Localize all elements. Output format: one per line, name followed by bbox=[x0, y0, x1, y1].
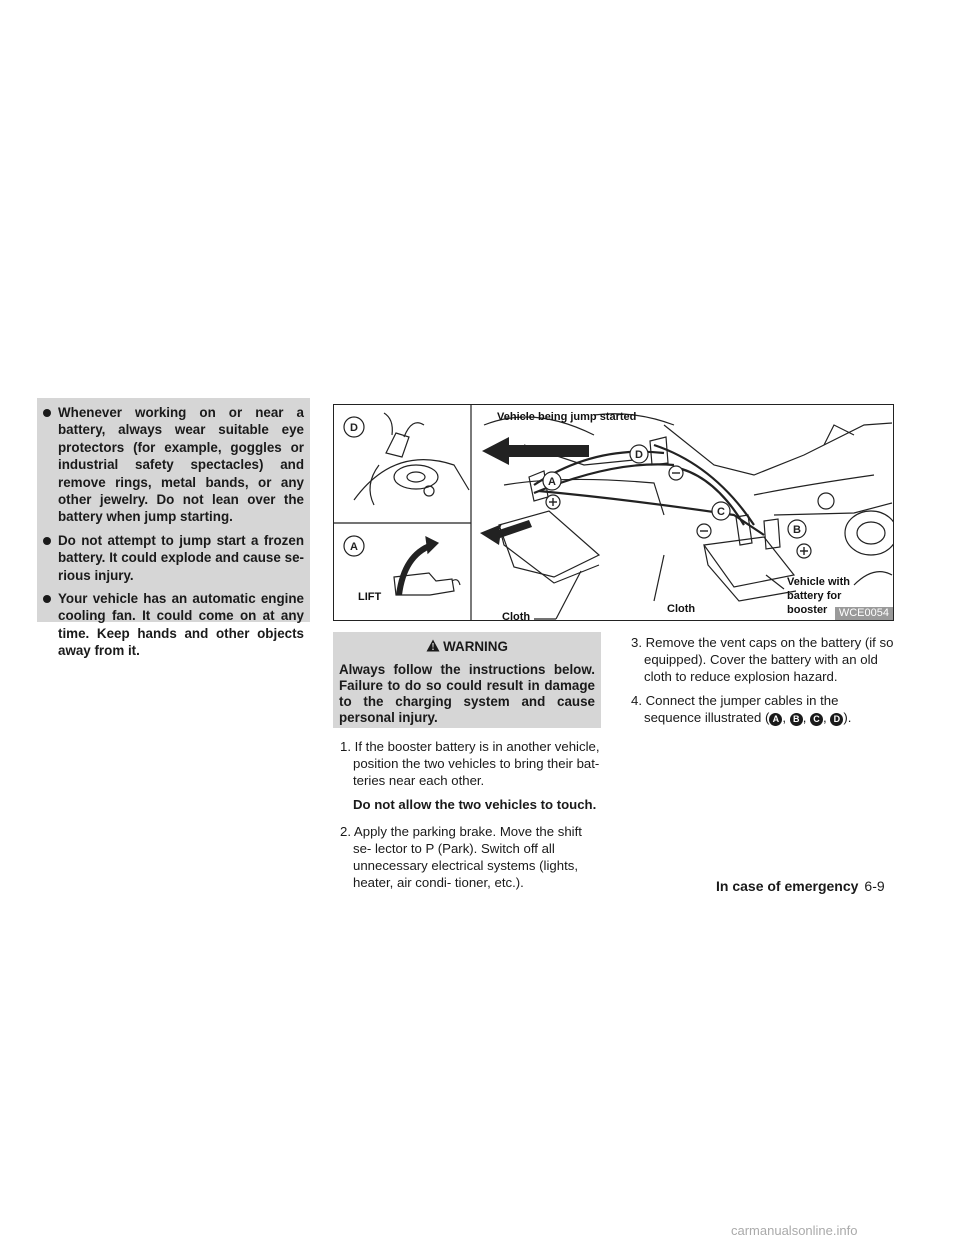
warning-heading bbox=[333, 632, 601, 660]
watermark: carmanualsonline.info bbox=[731, 1223, 858, 1238]
booster-label-2: battery for bbox=[787, 590, 842, 602]
illustration-drawing bbox=[334, 405, 894, 621]
cloth-label-right: Cloth bbox=[667, 603, 696, 615]
vehicle-jumped-label: Vehicle being jump started bbox=[497, 411, 637, 423]
section-title: In case of emergency bbox=[716, 878, 859, 894]
step-3: 3. Remove the vent caps on the battery (if so equipped). Cover the battery with an old cloth to reduce explosion hazard. bbox=[631, 635, 894, 685]
steps-column-right bbox=[624, 634, 894, 732]
figure-code: WCE0054 bbox=[835, 607, 893, 620]
page-number: 6-9 bbox=[864, 878, 885, 894]
cloth-label-left: Cloth bbox=[502, 611, 531, 622]
bullet-icon bbox=[43, 595, 51, 603]
step-1-note: Do not allow the two vehicles to touch. bbox=[353, 796, 597, 812]
label-d-left: D bbox=[350, 422, 358, 434]
circled-c-icon: C bbox=[810, 713, 823, 726]
warning-title: WARNING bbox=[443, 639, 508, 654]
caution-item: Whenever working on or near a battery, always wear suitable eye protectors (for example, goggles or industrial safety spectacles) and remove rings, metal bands, or any other jewelry. Do not lean over the battery when jump starting. bbox=[43, 404, 304, 526]
lift-label: LIFT bbox=[358, 591, 382, 603]
caution-item: Do not attempt to jump start a frozen battery. It could explode and cause se- rious injury. bbox=[43, 532, 304, 584]
step-2: 2. Apply the parking brake. Move the shift se- lector to P (Park). Switch off all unnecessary electrical systems (lights, heater, air condi- tioner, etc.). bbox=[340, 823, 582, 891]
jump-start-illustration bbox=[333, 404, 894, 621]
step-1: 1. If the booster battery is in another vehicle, position the two vehicles to bring their bat- teries near each other. bbox=[340, 739, 600, 789]
warning-text: Always follow the instructions below. Failure to do so could result in damage to the charging system and cause personal injury. bbox=[339, 662, 595, 725]
label-c: C bbox=[717, 506, 725, 518]
label-b: B bbox=[793, 524, 801, 536]
booster-label-1: Vehicle with bbox=[787, 576, 850, 588]
label-a-left: A bbox=[350, 541, 358, 553]
warning-box bbox=[333, 632, 601, 728]
circled-b-icon: B bbox=[790, 713, 803, 726]
page-footer bbox=[716, 877, 885, 895]
circled-d-icon: D bbox=[830, 713, 843, 726]
label-d: D bbox=[635, 449, 643, 461]
warning-triangle-icon bbox=[426, 639, 440, 652]
label-a: A bbox=[548, 476, 556, 488]
caution-item: Your vehicle has an automatic engine cooling fan. It could come on at any time. Keep hands and other objects away from it. bbox=[43, 590, 304, 660]
booster-label-3: booster bbox=[787, 604, 828, 616]
bullet-icon bbox=[43, 537, 51, 545]
bullet-icon bbox=[43, 409, 51, 417]
steps-column-middle bbox=[333, 738, 601, 898]
circled-a-icon: A bbox=[769, 713, 782, 726]
caution-list bbox=[43, 404, 304, 660]
caution-box bbox=[37, 398, 310, 659]
step-4: 4. Connect the jumper cables in the sequence illustrated ( A , B , C , D ). bbox=[631, 692, 852, 725]
